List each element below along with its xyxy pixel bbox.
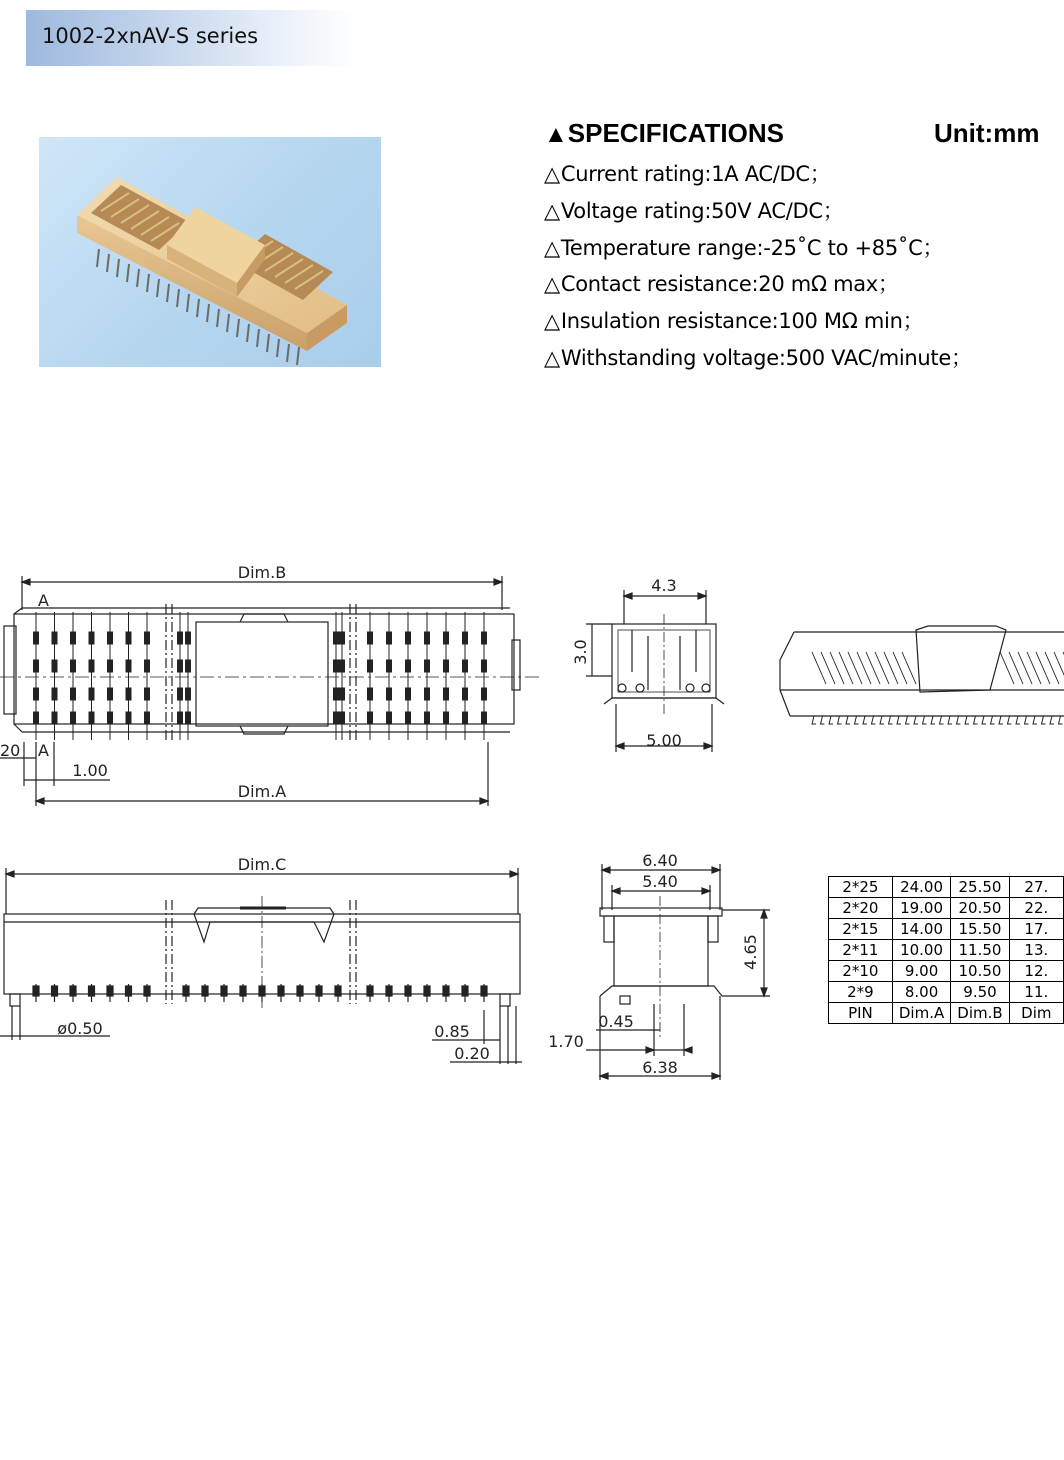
table-cell: 14.00 (892, 919, 950, 940)
table-cell: Dim.A (892, 1003, 950, 1024)
triangle-outline-icon: △ (544, 272, 560, 297)
triangle-outline-icon: △ (544, 198, 560, 223)
table-cell: 9.50 (951, 982, 1009, 1003)
table-cell: 24.00 (892, 877, 950, 898)
table-row (829, 940, 1064, 961)
ref-a-top: A (38, 591, 49, 610)
dimension-table (828, 876, 1064, 1024)
table-cell: 2*20 (829, 898, 893, 919)
dim-c-label: Dim.C (237, 855, 287, 874)
footprint-label: 6.38 (642, 1058, 678, 1077)
table-cell: PIN (829, 1003, 893, 1024)
spec-text: Withstanding voltage:500 VAC/minute； (560, 345, 972, 370)
table-cell: 10.50 (951, 961, 1009, 982)
spec-text: Temperature range:-25˚C to +85˚C； (560, 235, 944, 260)
table-cell: 17. (1009, 919, 1063, 940)
table-cell: 9.00 (892, 961, 950, 982)
table-cell: 22. (1009, 898, 1063, 919)
table-cell: 12. (1009, 961, 1063, 982)
table-row (829, 982, 1064, 1003)
triangle-outline-icon: △ (544, 345, 560, 370)
table-cell: 2*11 (829, 940, 893, 961)
table-cell: 2*25 (829, 877, 893, 898)
spec-text: Voltage rating:50V AC/DC； (560, 198, 844, 223)
table-row (829, 877, 1064, 898)
table-cell: Dim.B (951, 1003, 1009, 1024)
height-label: 4.65 (741, 934, 760, 970)
triangle-outline-icon: △ (544, 162, 560, 186)
table-cell: 2*10 (829, 961, 893, 982)
series-title: 1002-2xnAV-S series (42, 24, 259, 48)
offset-label: 0.85 (434, 1022, 470, 1041)
table-cell: 8.00 (892, 982, 950, 1003)
triangle-outline-icon: △ (544, 309, 560, 334)
inner-width-label: 5.40 (642, 872, 678, 891)
pin-diameter-label: ø0.50 (57, 1019, 103, 1038)
table-cell: 19.00 (892, 898, 950, 919)
heading-triangle-icon: ▲ (544, 121, 568, 148)
edge-fragment-label: 20 (0, 741, 21, 760)
spec-text: Current rating:1A AC/DC； (560, 162, 831, 186)
table-cell: 2*9 (829, 982, 893, 1003)
side-height-label: 3.0 (571, 639, 590, 665)
table-cell: 11.50 (951, 940, 1009, 961)
side-width-label: 4.3 (651, 576, 677, 595)
table-cell: 10.00 (892, 940, 950, 961)
left-offset-label: 1.70 (548, 1032, 584, 1051)
table-row (829, 1003, 1064, 1024)
table-cell: 15.50 (951, 919, 1009, 940)
thickness-label: 0.20 (454, 1044, 490, 1063)
unit-label: Unit:mm (934, 118, 1040, 148)
table-cell: 2*15 (829, 919, 893, 940)
pitch-label: 1.00 (72, 761, 108, 780)
side-base-label: 5.00 (646, 731, 682, 750)
outer-width-label: 6.40 (642, 851, 678, 870)
table-cell: 20.50 (951, 898, 1009, 919)
table-cell: 11. (1009, 982, 1063, 1003)
spec-text: Insulation resistance:100 MΩ min； (560, 309, 924, 334)
dim-b-label: Dim.B (237, 563, 287, 582)
table-cell: 25.50 (951, 877, 1009, 898)
pin-offset-label: 0.45 (598, 1012, 634, 1031)
table-row (829, 919, 1064, 940)
spec-text: Contact resistance:20 mΩ max； (560, 272, 899, 297)
triangle-outline-icon: △ (544, 235, 560, 260)
table-cell: 13. (1009, 940, 1063, 961)
table-cell: Dim (1009, 1003, 1063, 1024)
specifications-title: SPECIFICATIONS (567, 118, 784, 148)
table-row (829, 898, 1064, 919)
ref-a-bottom: A (38, 741, 49, 760)
table-cell: 27. (1009, 877, 1063, 898)
table-row (829, 961, 1064, 982)
dim-a-label: Dim.A (237, 782, 287, 801)
